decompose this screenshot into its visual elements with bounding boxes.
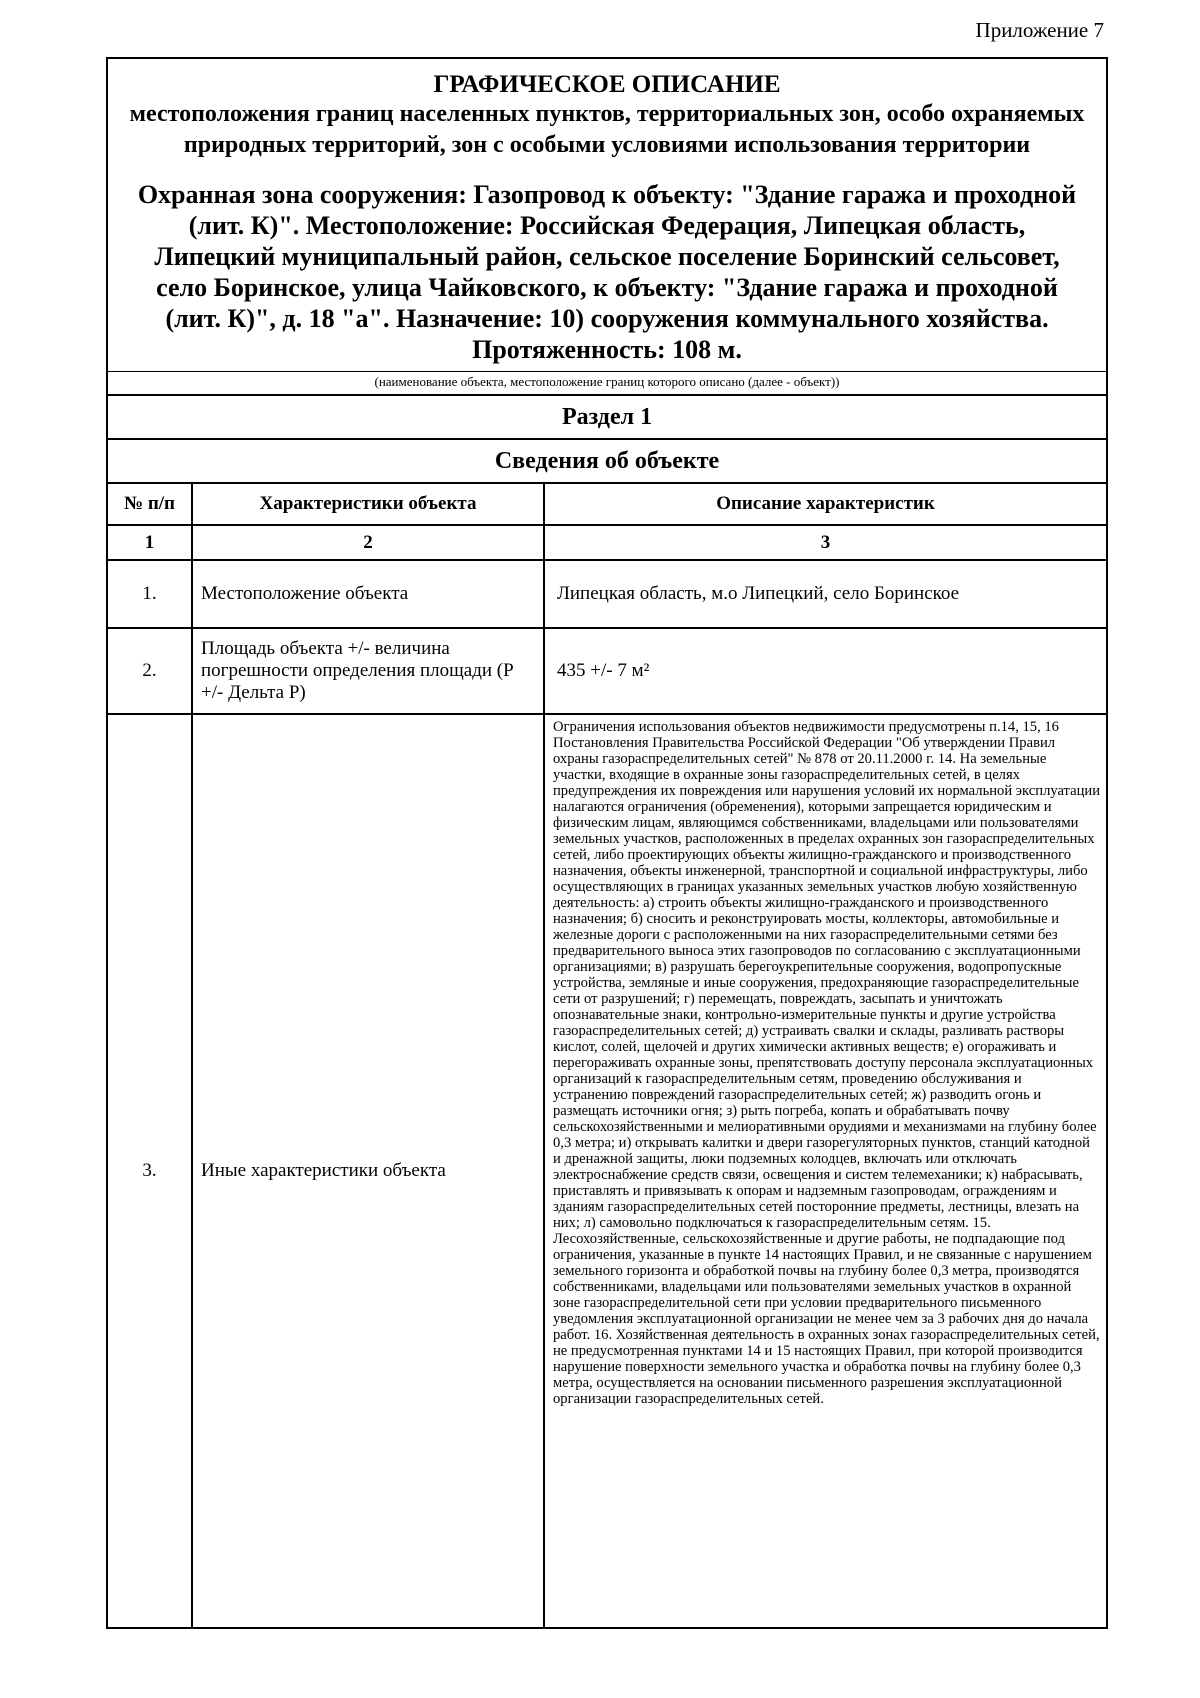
column-number-1: 1: [107, 525, 192, 560]
row-number: 2.: [107, 628, 192, 714]
section-subtitle-row: [107, 439, 1107, 483]
column-number-3: 3: [544, 525, 1107, 560]
row-characteristic: Площадь объекта +/- величина погрешности определения площади (Р +/- Дельта Р): [192, 628, 544, 714]
column-header-characteristic: Характеристики объекта: [192, 483, 544, 525]
appendix-label: Приложение 7: [975, 18, 1104, 42]
column-header-number: № п/п: [107, 483, 192, 525]
section-subtitle: Сведения об объекте: [107, 439, 1107, 483]
row-description-long: Ограничения использования объектов недвижимости предусмотрены п.14, 15, 16 Постановления Правительства Российской Федерации "Об утверждении Правил охраны газораспределительных сетей" № 878 от 20.11.2000 г. 14. На земельные участки, входящие в охранные зоны газораспределительных сетей, в целях предупреждения их повреждения или нарушения условий их нормальной эксплуатации налагаются ограничения (обременения), которыми запрещается юридическим и физическим лицам, являющимся собственниками, владельцами или пользователями земельных участков, расположенных в пределах охранных зон газораспределительных сетей, либо проектирующих объекты жилищно-гражданского и производственного назначения, объекты инженерной, транспортной и социальной инфраструктуры, либо осуществляющих в границах указанных земельных участков любую хозяйственную деятельность: а) строить объекты жилищно-гражданского и производственного назначения; б) сносить и реконструировать мосты, коллекторы, автомобильные и железные дороги с расположенными на них газораспределительными сетями без предварительного выноса этих газопроводов по согласованию с эксплуатационными организациями; в) разрушать берегоукрепительные сооружения, водопропускные устройства, земляные и иные сооружения, предохраняющие газораспределительные сети от разрушений; г) перемещать, повреждать, засыпать и уничтожать опознавательные знаки, контрольно-измерительные пункты и другие устройства газораспределительных сетей; д) устраивать свалки и склады, разливать растворы кислот, солей, щелочей и других химически активных веществ; е) огораживать и перегораживать охранные зоны, препятствовать доступу персонала эксплуатационных организаций к газораспределительным сетям, проведению обслуживания и устранению повреждений газораспределительных сетей; ж) разводить огонь и размещать источники огня; з) рыть погреба, копать и обрабатывать почву сельскохозяйственными и мелиоративными орудиями и механизмами на глубину более 0,3 метра; и) открывать калитки и двери газорегуляторных пунктов, станций катодной и дренажной защиты, люки подземных колодцев, включать или отключать электроснабжение средств связи, освещения и систем телемеханики; к) набрасывать, приставлять и привязывать к опорам и надземным газопроводам, ограждениям и зданиям газораспределительных сетей посторонние предметы, лестницы, влезать на них; л) самовольно подключаться к газораспределительным сетям. 15. Лесохозяйственные, сельскохозяйственные и другие работы, не подпадающие под ограничения, указанные в пункте 14 настоящих Правил, и не связанные с нарушением земельного горизонта и обработкой почвы на глубину более 0,3 метра, производятся собственниками, владельцами или пользователями земельных участков в охранной зоне газораспределительной сети при условии предварительного письменного уведомления эксплуатационной организации не менее чем за 3 рабочих дня до начала работ. 16. Хозяйственная деятельность в охранных зонах газораспределительных сетей, не предусмотренная пунктами 14 и 15 настоящих Правил, при которой производится нарушение поверхности земельного участка и обработка почвы на глубину более 0,3 метра, осуществляется на основании письменного разрешения эксплуатационной организации газораспределительных сетей.: [544, 714, 1107, 1628]
table-row: [107, 714, 1107, 1628]
table-row: [107, 628, 1107, 714]
document-header: [107, 58, 1107, 395]
section-title: Раздел 1: [107, 395, 1107, 439]
object-note-wrap: [108, 371, 1106, 394]
table-row: [107, 560, 1107, 628]
row-number: 3.: [107, 714, 192, 1628]
row-characteristic: Местоположение объекта: [192, 560, 544, 628]
description-table: [106, 57, 1108, 1629]
row-description: Липецкая область, м.о Липецкий, село Боринское: [544, 560, 1107, 628]
document-subtitle: местоположения границ населенных пунктов, территориальных зон, особо охраняемых природных территорий, зон с особыми условиями использования территории: [129, 101, 1085, 158]
row-description: 435 +/- 7 м²: [544, 628, 1107, 714]
header-row: [107, 58, 1107, 395]
column-header-description: Описание характеристик: [544, 483, 1107, 525]
document-title: ГРАФИЧЕСКОЕ ОПИСАНИЕ: [433, 71, 781, 98]
section-title-row: [107, 395, 1107, 439]
object-note: (наименование объекта, местоположение границ которого описано (далее - объект)): [374, 374, 840, 389]
column-number-row: [107, 525, 1107, 560]
row-number: 1.: [107, 560, 192, 628]
object-name: Охранная зона сооружения: Газопровод к объекту: "Здание гаража и проходной (лит. К)". Местоположение: Российская Федерация, Липецкая область, Липецкий муниципальный район, сельское поселение Боринский сельсовет, село Боринское, улица Чайковского, к объекту: "Здание гаража и проходной (лит. К)", д. 18 "а". Назначение: 10) сооружения коммунального хозяйства. Протяженность: 108 м.: [137, 180, 1077, 364]
row-characteristic: Иные характеристики объекта: [192, 714, 544, 1628]
column-number-2: 2: [192, 525, 544, 560]
column-header-row: [107, 483, 1107, 525]
